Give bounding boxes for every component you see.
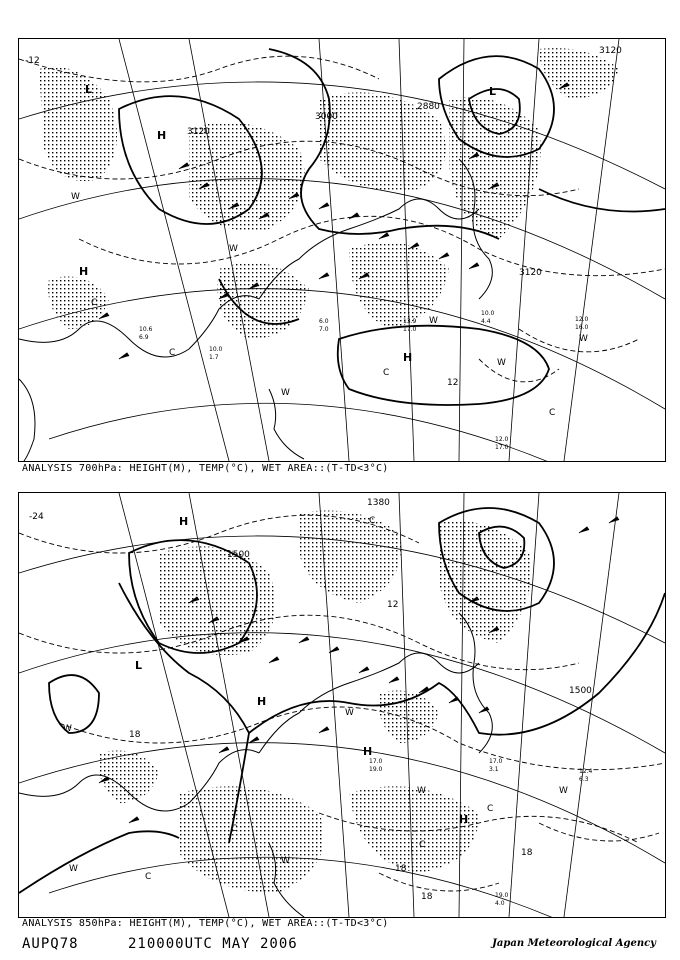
high-center: H [403,351,413,364]
obs-value: 19.0 [495,892,509,899]
station-obs [139,310,589,451]
map-panel-700hpa [18,38,666,462]
low-center: L [489,85,497,98]
warm-mark: W [69,864,78,874]
obs-value: 16.0 [575,324,589,331]
obs-value: 17.0 [495,444,509,451]
high-center: H [157,129,167,142]
contour-label: 18 [395,864,407,874]
obs-value: 12.4 [579,768,593,775]
contour-label: -24 [29,512,44,522]
high-center: H [363,745,373,758]
map-850hpa-drawing [19,493,665,917]
obs-value: 6.0 [319,318,329,325]
cold-mark: C [231,824,238,834]
caption-850hpa: ANALYSIS 850hPa: HEIGHT(M), TEMP(°C), WET AREA::(T-TD<3°C) [22,918,389,929]
obs-value: 6.9 [139,334,149,341]
cold-mark: C [169,348,176,358]
cold-mark: C [487,804,494,814]
cold-mark: C [369,516,376,526]
contour-label: 2880 [417,102,440,112]
bulletin-code: AUPQ78 [22,936,79,952]
warm-mark: W [281,856,290,866]
obs-value: 12.0 [575,316,589,323]
obs-value: 17.0 [369,758,383,765]
contour-label: 3120 [187,127,210,137]
warm-mark: W [63,724,72,734]
obs-value: 17.0 [489,758,503,765]
warm-mark: W [579,334,588,344]
obs-value: 12.0 [495,436,509,443]
agency-name: Japan Meteorological Agency [492,938,656,949]
warm-mark: W [345,708,354,718]
obs-value: 10.0 [481,310,495,317]
high-center: H [179,515,189,528]
obs-value: 10.0 [209,346,223,353]
caption-700hpa: ANALYSIS 700hPa: HEIGHT(M), TEMP(°C), WET AREA::(T-TD<3°C) [22,463,389,474]
obs-value: 17.0 [403,326,417,333]
contour-label: 3120 [599,46,622,56]
low-center: L [85,83,93,96]
map-700hpa-drawing [19,39,665,461]
obs-value: 4.4 [481,318,491,325]
contour-label: 12 [387,600,399,610]
warm-mark: W [281,388,290,398]
obs-value: 13.9 [403,318,417,325]
low-center: L [135,659,143,672]
contour-label: 12 [447,378,459,388]
warm-mark: W [497,358,506,368]
warm-mark: W [417,786,426,796]
valid-time: 210000UTC MAY 2006 [128,936,298,952]
warm-mark: W [229,244,238,254]
contour-label: 1500 [569,686,592,696]
obs-value: 19.0 [369,766,383,773]
wet-areas [39,48,619,339]
high-center: H [459,813,469,826]
contour-label: 3120 [519,268,542,278]
cold-mark: C [145,872,152,882]
contour-label: 1380 [367,498,390,508]
contour-label: -12 [25,56,40,66]
contour-label: 18 [421,892,433,902]
cold-mark: C [383,368,390,378]
cold-mark: C [549,408,556,418]
contour-label: 18 [129,730,141,740]
obs-value: 7.0 [319,326,329,333]
obs-value: 4.0 [495,900,505,907]
cold-mark: C [419,840,426,850]
contour-label: 1500 [227,550,250,560]
contour-labels [25,46,622,388]
obs-value: 10.6 [139,326,153,333]
warm-mark: W [71,192,80,202]
obs-value: 3.1 [489,766,499,773]
contour-label: 18 [521,848,533,858]
high-center: H [257,695,267,708]
map-panel-850hpa [18,492,666,918]
obs-value: 6.3 [579,776,589,783]
high-center: H [79,265,89,278]
warm-mark: W [559,786,568,796]
obs-value: 1.7 [209,354,219,361]
contour-label: 3000 [315,112,338,122]
cold-mark: C [91,298,98,308]
warm-mark: W [429,316,438,326]
